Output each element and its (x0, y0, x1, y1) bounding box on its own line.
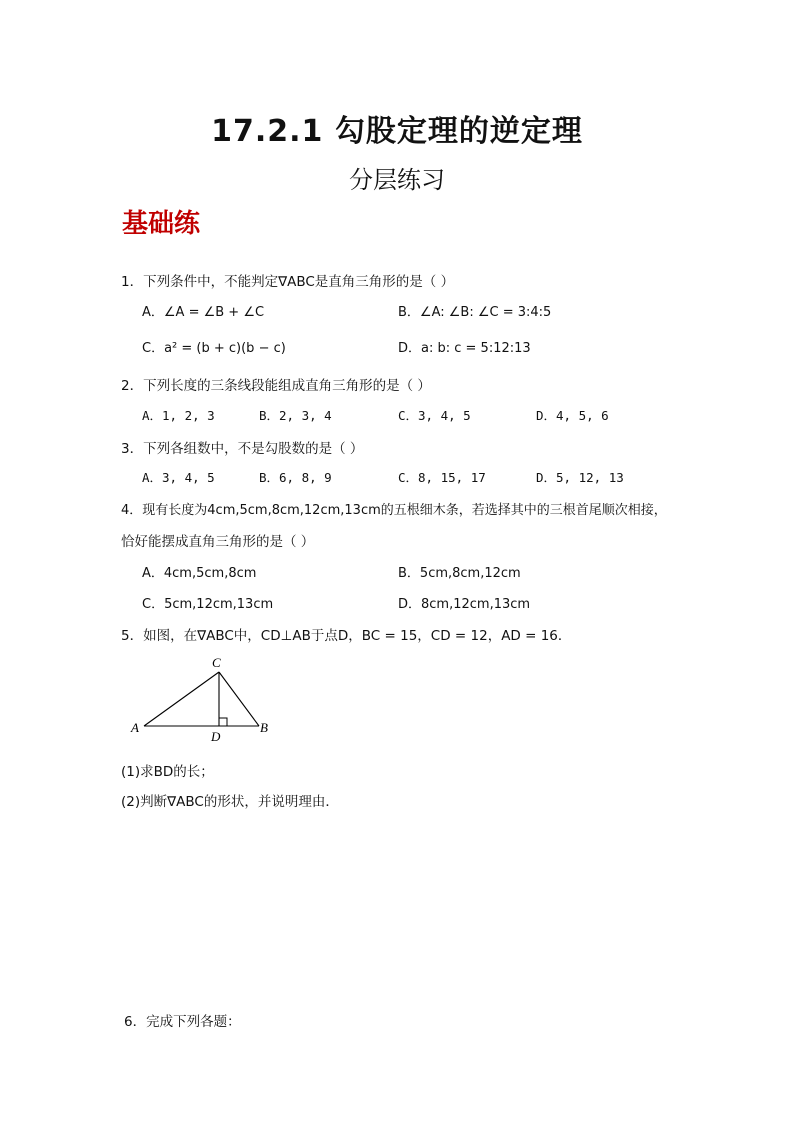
question-2-option-a: A．1, 2, 3 (142, 408, 215, 423)
side-ac (144, 672, 219, 726)
question-3-option-c: C．8, 15, 17 (398, 470, 486, 485)
question-2-option-b: B．2, 3, 4 (259, 408, 332, 423)
question-1-stem: 1．下列条件中，不能判定∇ABC是直角三角形的是（ ） (121, 274, 455, 290)
label-a: A (131, 720, 139, 735)
question-5-stem: 5．如图，在∇ABC中，CD⊥AB于点D，BC = 15，CD = 12，AD = 16． (121, 628, 572, 644)
right-angle-mark (219, 718, 227, 726)
question-1-option-d: D．a: b: c = 5:12:13 (398, 341, 531, 356)
page-subtitle: 分层练习 (349, 166, 445, 194)
question-3-option-d: D．5, 12, 13 (536, 470, 624, 485)
question-2-option-d: D．4, 5, 6 (536, 408, 609, 423)
question-4-stem-continued: 恰好能摆成直角三角形的是（ ） (121, 534, 315, 550)
question-4-stem: 4．现有长度为4cm,5cm,8cm,12cm,13cm的五根细木条，若选择其中的三根首尾顺次相接， (121, 503, 667, 518)
question-1-option-c: C．a² = (b + c)(b − c) (142, 341, 286, 356)
question-5-part-2: (2)判断∇ABC的形状，并说明理由． (121, 794, 339, 810)
question-3-option-a: A．3, 4, 5 (142, 470, 215, 485)
label-b: B (260, 720, 268, 735)
question-5-part-1: (1)求BD的长； (121, 764, 214, 780)
question-4-option-b: B．5cm,8cm,12cm (398, 566, 521, 581)
question-1-option-b: B．∠A: ∠B: ∠C = 3:4:5 (398, 305, 552, 320)
section-heading: 基础练 (122, 209, 201, 239)
question-3-stem: 3．下列各组数中，不是勾股数的是（ ） (121, 441, 364, 457)
question-4-option-a: A．4cm,5cm,8cm (142, 566, 257, 581)
question-4-option-c: C．5cm,12cm,13cm (142, 597, 274, 612)
question-4-option-d: D．8cm,12cm,13cm (398, 597, 531, 612)
question-1-option-a: A．∠A = ∠B + ∠C (142, 305, 265, 320)
question-2-option-c: C．3, 4, 5 (398, 408, 471, 423)
question-6-stem: 6．完成下列各题： (124, 1014, 241, 1030)
label-d: D (211, 729, 221, 744)
triangle-figure (126, 652, 276, 744)
label-c: C (212, 655, 221, 670)
page-title: 17.2.1 勾股定理的逆定理 (211, 114, 583, 149)
question-3-option-b: B．6, 8, 9 (259, 470, 332, 485)
question-2-stem: 2．下列长度的三条线段能组成直角三角形的是（ ） (121, 378, 431, 394)
